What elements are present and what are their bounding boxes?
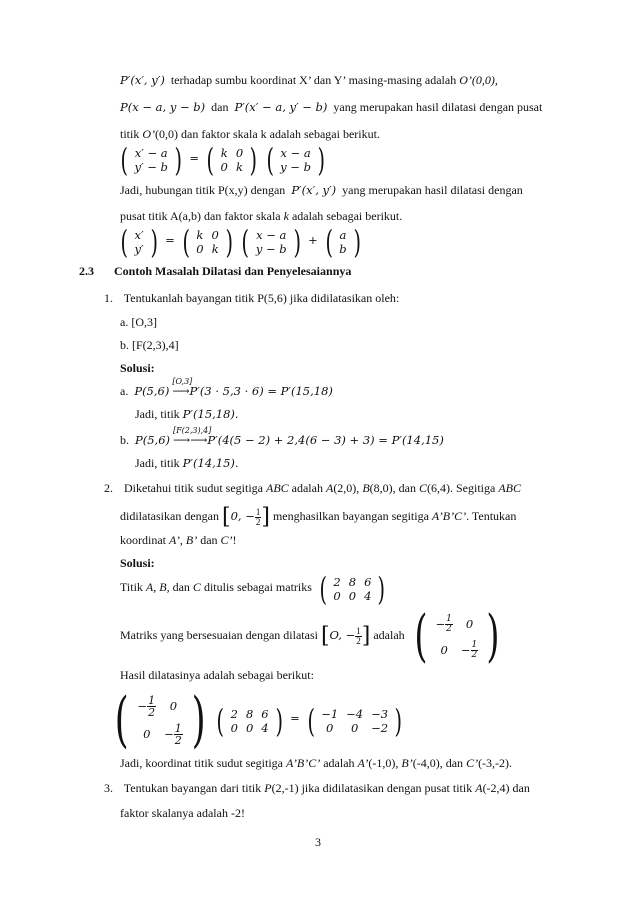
text: adalah xyxy=(323,756,355,770)
math: O, − xyxy=(329,628,356,642)
equals-sign: = xyxy=(290,711,300,725)
text: Tentukan bayangan dari titik xyxy=(123,781,262,795)
intro-line-5 xyxy=(120,209,402,224)
text: (-1,0), xyxy=(368,756,399,770)
fraction: $\frac{1}{2}$ xyxy=(255,506,261,527)
text: adalah xyxy=(373,628,405,642)
text: Jadi, titik xyxy=(135,456,180,470)
text: A xyxy=(475,781,483,795)
text: A xyxy=(325,481,334,495)
text: (2,0), xyxy=(333,481,360,495)
problem-2-line-2: didilatasikan dengan [0, − $\frac{1}{2}$ ] menghasilkan bayangan segitiga A’B’C’. Tentukan xyxy=(120,504,517,530)
matrix-ab: ( a b ) xyxy=(325,222,361,261)
text: dan xyxy=(200,533,218,547)
section-number: 2.3 xyxy=(79,264,94,278)
intro-line-4 xyxy=(120,183,523,198)
equals-sign: = xyxy=(189,151,200,165)
matrix-lhs: ( x′ − a y′ − b ) xyxy=(120,140,182,179)
arrow: [F(2,3),4] ⟶⟶ xyxy=(173,433,207,448)
math: P(5,6) xyxy=(134,384,170,398)
text: B’ xyxy=(401,756,413,770)
text: terhadap sumbu koordinat X’ dan Y’ masing-masing adalah xyxy=(170,73,457,87)
problem-1-result-a xyxy=(135,407,239,422)
text: A’B’C’ xyxy=(431,509,467,523)
arrow-label: [F(2,3),4] xyxy=(173,426,212,435)
text: (8,0), dan xyxy=(369,481,416,495)
text: menghasilkan bayangan segitiga xyxy=(272,509,429,523)
text: P xyxy=(264,781,272,795)
text: ! xyxy=(232,533,237,547)
text: Titik xyxy=(120,580,143,594)
text: C xyxy=(192,580,201,594)
text: a. xyxy=(120,384,129,398)
text: (0,0) dan faktor skala k adalah sebagai berikut. xyxy=(155,127,380,141)
text: (6,4). Segitiga xyxy=(427,481,496,495)
text: (2,-1) jika didilatasikan dengan pusat titik xyxy=(271,781,473,795)
text: dan xyxy=(211,100,229,114)
matrix-dilation: ( − $\frac{1}{2}$ 0 0 − $\frac{1}{2}$ ) xyxy=(414,603,500,669)
problem-2-solution-line-2: Matriks yang bersesuaian dengan dilatasi [O, − $\frac{1}{2}$ ] adalah ( − $\frac{1}{2}$ 0 0 − $\frac{1}{2}$ ) xyxy=(120,608,506,664)
intro-line-3 xyxy=(120,127,380,142)
fraction: $\frac{1}{2}$ xyxy=(356,625,361,646)
text: O’ xyxy=(142,127,156,141)
text: yang merupakan hasil dilatasi dengan pusat xyxy=(333,100,543,114)
equals-sign: = xyxy=(165,233,175,247)
text: (-2,4) dan xyxy=(482,781,530,795)
section-heading xyxy=(79,264,351,279)
text: didilatasikan dengan xyxy=(120,509,219,523)
matrix-k: ( k 0 0 k ) xyxy=(182,222,233,261)
problem-2-solution-line-3: Hasil dilatasinya adalah sebagai berikut: xyxy=(120,668,314,682)
text: ABC xyxy=(498,481,521,495)
math-point: P′(x′, y′) xyxy=(120,73,165,87)
math: 0, − xyxy=(230,509,255,523)
intro-line-2 xyxy=(120,100,542,115)
math-point: P′(x′ − a, y′ − b) xyxy=(234,100,328,114)
text: A’, B’ xyxy=(169,533,198,547)
text: Tentukanlah bayangan titik P(5,6) jika didilatasikan oleh: xyxy=(123,291,400,305)
problem-1-option-a: a. [O,3] xyxy=(120,315,157,329)
math-point: P(x − a, y − b) xyxy=(120,100,206,114)
math: P(5,6) xyxy=(135,433,170,447)
text: (-3,-2). xyxy=(478,756,513,770)
math: P′(4(5 − 2) + 2,4(6 − 3) + 3) = P′(14,15) xyxy=(207,433,444,447)
text: C xyxy=(418,481,427,495)
text: k xyxy=(283,209,289,223)
problem-1-solution-a xyxy=(120,377,333,399)
text: A’ xyxy=(357,756,369,770)
text: titik xyxy=(120,127,140,141)
problem-1-result-b xyxy=(135,456,239,471)
text: Matriks yang bersesuaian dengan dilatasi xyxy=(120,628,318,642)
matrix-result: ( −1 −4 −3 0 0 −2 ) xyxy=(307,701,403,740)
text: ABC xyxy=(265,481,289,495)
text: (-4,0), dan xyxy=(412,756,464,770)
text: . Tentukan xyxy=(466,509,517,523)
section-title: Contoh Masalah Dilatasi dan Penyelesaiannya xyxy=(114,264,352,278)
math: P′(15,18). xyxy=(182,407,239,421)
text: Jadi, titik xyxy=(135,407,180,421)
text: B xyxy=(362,481,370,495)
arrow: [O,3] ⟶ xyxy=(172,384,189,399)
matrix-rhs: ( x − a y − b ) xyxy=(241,222,301,261)
problem-2-solution-line-1 xyxy=(120,569,390,608)
matrix-lhs: ( x′ y′ ) xyxy=(120,222,158,261)
problem-number: 1. xyxy=(104,291,113,305)
matrix-k: ( k 0 0 k ) xyxy=(206,140,258,179)
text: Diketahui titik sudut segitiga xyxy=(124,481,263,495)
text: adalah xyxy=(291,481,323,495)
text: dan xyxy=(172,580,190,594)
matrix-abc: ( 2 8 6 0 0 4 ) xyxy=(216,701,283,740)
math: P′(3 · 5,3 · 6) = P′(15,18) xyxy=(189,384,333,398)
text: yang merupakan hasil dilatasi dengan xyxy=(342,183,523,197)
solusi-label: Solusi: xyxy=(120,556,155,570)
plus-sign: + xyxy=(308,233,318,247)
equation-2 xyxy=(116,222,365,261)
problem-3-line-2: faktor skalanya adalah -2! xyxy=(120,806,245,820)
text: adalah sebagai berikut. xyxy=(291,209,403,223)
problem-1-statement xyxy=(104,291,399,306)
solusi-label: Solusi: xyxy=(120,361,155,375)
text: A’B’C’ xyxy=(285,756,321,770)
arrow-label: [O,3] xyxy=(172,377,193,386)
matrix-rhs: ( x − a y − b ) xyxy=(266,140,325,179)
text: C’ xyxy=(220,533,233,547)
problem-1-solution-b xyxy=(120,426,444,448)
text-origin: O’(0,0), xyxy=(459,73,498,87)
intro-line-1 xyxy=(120,73,498,88)
problem-1-option-b: b. [F(2,3),4] xyxy=(120,338,179,352)
math: P′(14,15). xyxy=(182,456,239,470)
problem-2-line-1 xyxy=(104,481,521,496)
math-point: P′(x′, y′) xyxy=(291,183,337,197)
text: b. xyxy=(120,433,129,447)
matrix-dilation: ( − $\frac{1}{2}$ 0 0 − $\frac{1}{2}$ ) xyxy=(114,684,206,755)
problem-number: 2. xyxy=(104,481,113,495)
text: Jadi, hubungan titik P(x,y) dengan xyxy=(120,183,286,197)
problem-2-result-equation xyxy=(108,684,407,755)
problem-2-line-3 xyxy=(120,533,237,548)
text: ditulis sebagai matriks xyxy=(203,580,312,594)
text: A, B, xyxy=(145,580,170,594)
text: C’ xyxy=(466,756,479,770)
problem-3-line-1 xyxy=(104,781,530,796)
text: koordinat xyxy=(120,533,166,547)
matrix-abc: ( 2 8 6 0 0 4 ) xyxy=(319,569,386,608)
page-number: 3 xyxy=(315,835,321,849)
problem-2-conclusion xyxy=(120,756,512,771)
text: pusat titik A(a,b) dan faktor skala xyxy=(120,209,281,223)
problem-number: 3. xyxy=(104,781,113,795)
equation-1 xyxy=(116,140,329,179)
text: Jadi, koordinat titik sudut segitiga xyxy=(120,756,283,770)
